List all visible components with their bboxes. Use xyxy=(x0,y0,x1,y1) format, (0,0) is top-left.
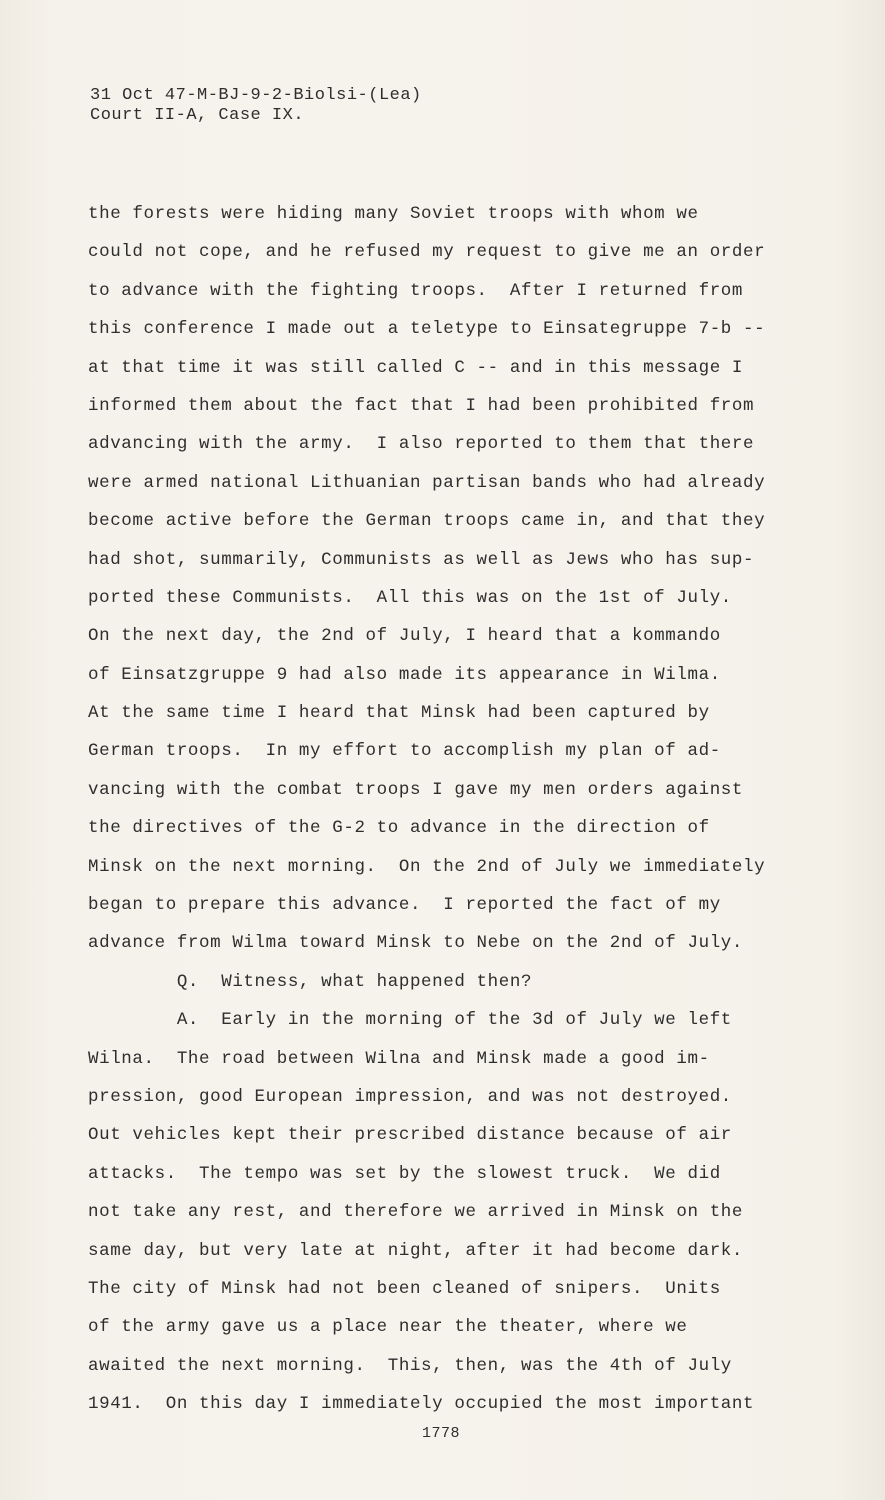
text-line: at that time it was still called C -- and in this message I xyxy=(88,357,744,378)
text-line: same day, but very late at night, after it had become dark. xyxy=(88,1240,744,1261)
text-line: advancing with the army. I also reported to them that there xyxy=(88,434,755,455)
text-line: informed them about the fact that I had been prohibited from xyxy=(88,395,755,416)
text-line: the forests were hiding many Soviet troops with whom we xyxy=(88,204,699,224)
text-line: this conference I made out a teletype to Einsategruppe 7-b -- xyxy=(88,319,766,340)
answer-line: A. Early in the morning of the 3d of July we left xyxy=(88,1010,732,1031)
text-line: were armed national Lithuanian partisan bands who had already xyxy=(88,472,766,493)
text-line: vancing with the combat troops I gave my men orders against xyxy=(88,779,744,800)
text-line: not take any rest, and therefore we arrived in Minsk on the xyxy=(88,1202,744,1223)
text-line: German troops. In my effort to accomplish my plan of ad- xyxy=(88,741,721,762)
text-line: began to prepare this advance. I reported the fact of my xyxy=(88,895,721,916)
text-line: the directives of the G-2 to advance in the direction of xyxy=(88,818,710,839)
text-line: Out vehicles kept their prescribed distance because of air xyxy=(88,1125,732,1146)
question-line: Q. Witness, what happened then? xyxy=(88,971,533,992)
text-line: pression, good European impression, and was not destroyed. xyxy=(88,1086,732,1107)
text-line: At the same time I heard that Minsk had been captured by xyxy=(88,703,710,724)
text-line: ported these Communists. All this was on the 1st of July. xyxy=(88,587,732,608)
text-line: Wilna. The road between Wilna and Minsk made a good im- xyxy=(88,1048,710,1069)
text-line: On the next day, the 2nd of July, I heard that a kommando xyxy=(88,626,721,647)
text-line: become active before the German troops came in, and that they xyxy=(88,511,766,532)
header-court-line: Court II-A, Case IX. xyxy=(90,106,305,125)
header-reference-line: 31 Oct 47-M-BJ-9-2-Biolsi-(Lea) xyxy=(90,86,422,105)
document-header xyxy=(90,86,422,126)
text-line: attacks. The tempo was set by the slowest truck. We did xyxy=(88,1163,721,1184)
text-line: advance from Wilma toward Minsk to Nebe on the 2nd of July. xyxy=(88,933,744,954)
text-line: to advance with the fighting troops. After I returned from xyxy=(88,280,744,301)
text-line: of Einsatzgruppe 9 had also made its appearance in Wilma. xyxy=(88,664,721,685)
text-line: Minsk on the next morning. On the 2nd of July we immediately xyxy=(88,856,766,877)
text-line: had shot, summarily, Communists as well as Jews who has sup- xyxy=(88,549,755,570)
text-line: awaited the next morning. This, then, was the 4th of July xyxy=(88,1355,732,1376)
page-number: 1778 xyxy=(422,1425,461,1442)
text-line: of the army gave us a place near the theater, where we xyxy=(88,1317,688,1338)
text-line: The city of Minsk had not been cleaned of snipers. Units xyxy=(88,1278,721,1299)
text-line: could not cope, and he refused my request to give me an order xyxy=(88,242,766,263)
transcript-body xyxy=(88,195,818,1424)
text-line: 1941. On this day I immediately occupied the most important xyxy=(88,1394,755,1415)
